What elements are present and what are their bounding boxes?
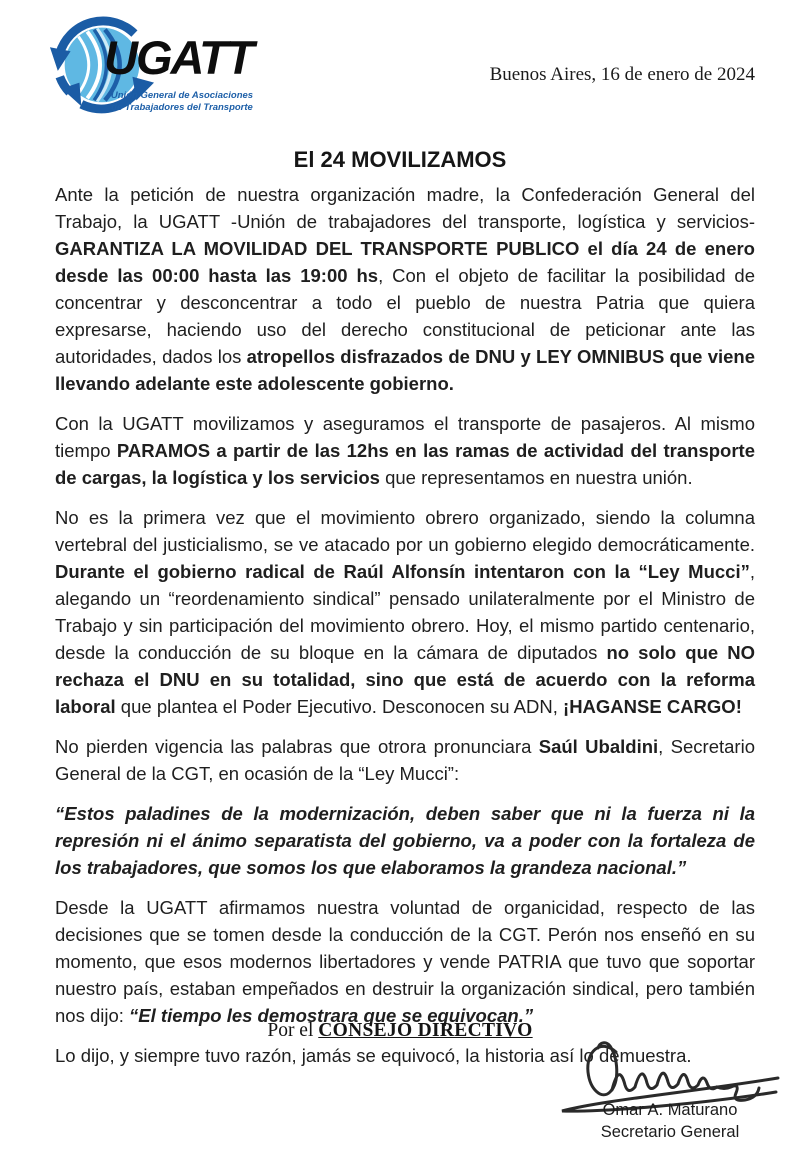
text-run: “Estos paladines de la modernización, deben saber que ni la fuerza ni la represión ni el ánimo separatista del gobierno, va a poder con la fortaleza de los trabajadores, que somos los que elaboramos la grandeza nacional.”	[55, 803, 755, 878]
text-run: Desde la UGATT afirmamos nuestra voluntad de organicidad, respecto de las decisiones que se tomen desde la conducción de la CGT. Perón nos enseñó en su momento, que esos modernos libertadores y vende PATRIA que tuvo que soportar nuestro país, estaban empeñados en destruir la organización sindical, pero también nos dijo:	[55, 897, 755, 1026]
text-run: , Con el objeto de facilitar la posibilidad de concentrar y desconcentrar a todo el pueblo de nuestra Patria que quiera expresarse, haciendo uso del derecho constitucional de peticionar ante las autoridades, dados los	[55, 265, 755, 367]
text-run: No es la primera vez que el movimiento obrero organizado, siendo la columna vertebral del justicialismo, se ve atacado por un gobierno elegido democráticamente.	[55, 507, 755, 555]
paragraph	[55, 181, 755, 397]
text-run: PARAMOS a partir de las 12hs en las ramas de actividad del transporte de cargas, la logística y los servicios	[55, 440, 755, 488]
closing-consejo-directivo: CONSEJO DIRECTIVO	[318, 1020, 533, 1041]
dateline: Buenos Aires, 16 de enero de 2024	[489, 64, 755, 85]
text-run: GARANTIZA LA MOVILIDAD DEL TRANSPORTE PUBLICO el día 24 de enero desde las 00:00 hasta las 19:00 hs	[55, 238, 755, 286]
text-run: Durante el gobierno radical de Raúl Alfonsín intentaron con la “Ley Mucci”	[55, 561, 750, 582]
paragraph	[55, 504, 755, 720]
text-run: Lo dijo, y siempre tuvo razón, jamás se equivocó, la historia así lo demuestra.	[55, 1045, 692, 1066]
logo-acronym: UGATT	[104, 31, 253, 84]
closing-prefix: Por el	[267, 1020, 319, 1041]
text-run: atropellos disfrazados de DNU y LEY OMNIBUS que viene llevando adelante este adolescente gobierno.	[55, 346, 755, 394]
text-run: no solo que NO rechaza el DNU en su totalidad, sino que está de acuerdo con la reforma laboral	[55, 642, 755, 717]
text-run: , Secretario General de la CGT, en ocasión de la “Ley Mucci”:	[55, 736, 755, 784]
ugatt-logo	[48, 10, 283, 120]
signatory-role: Secretario General	[600, 1123, 740, 1141]
text-run: Ante la petición de nuestra organización madre, la Confederación General del Trabajo, la UGATT -Unión de trabajadores del transporte, logística y servicios-	[55, 184, 755, 232]
document-body	[55, 181, 755, 1082]
logo-subtitle	[106, 90, 258, 113]
text-run: Con la UGATT movilizamos y aseguramos el transporte de pasajeros. Al mismo tiempo	[55, 413, 755, 461]
text-run: No pierden vigencia las palabras que otrora pronunciara	[55, 736, 539, 757]
signature-block	[552, 1038, 788, 1156]
text-run: que plantea el Poder Ejecutivo. Desconocen su ADN,	[115, 696, 564, 717]
text-run: Saúl Ubaldini	[538, 736, 659, 757]
logo-subtitle-line1: Unión General de Asociaciones	[110, 90, 254, 101]
text-run: ¡HAGANSE CARGO!	[563, 696, 742, 717]
text-run: , alegando un “reordenamiento sindical” pensado unilateralmente por el Ministro de Trabajo y sin participación del movimiento obrero. Hoy, el mismo partido centenario, desde la conducción de su bloque en la cámara de diputados	[55, 561, 755, 663]
text-run: “El tiempo les demostrara que se equivocan.”	[129, 1005, 534, 1026]
quote-paragraph	[55, 800, 755, 881]
logo-subtitle-line2: de Trabajadores del Transporte	[111, 101, 253, 113]
paragraph	[55, 410, 755, 491]
paragraph	[55, 733, 755, 787]
signatory-name: Omar A. Maturano	[602, 1101, 738, 1119]
document-title: El 24 MOVILIZAMOS	[293, 146, 507, 172]
paragraph	[55, 894, 755, 1029]
text-run: que representamos en nuestra unión.	[379, 467, 693, 488]
